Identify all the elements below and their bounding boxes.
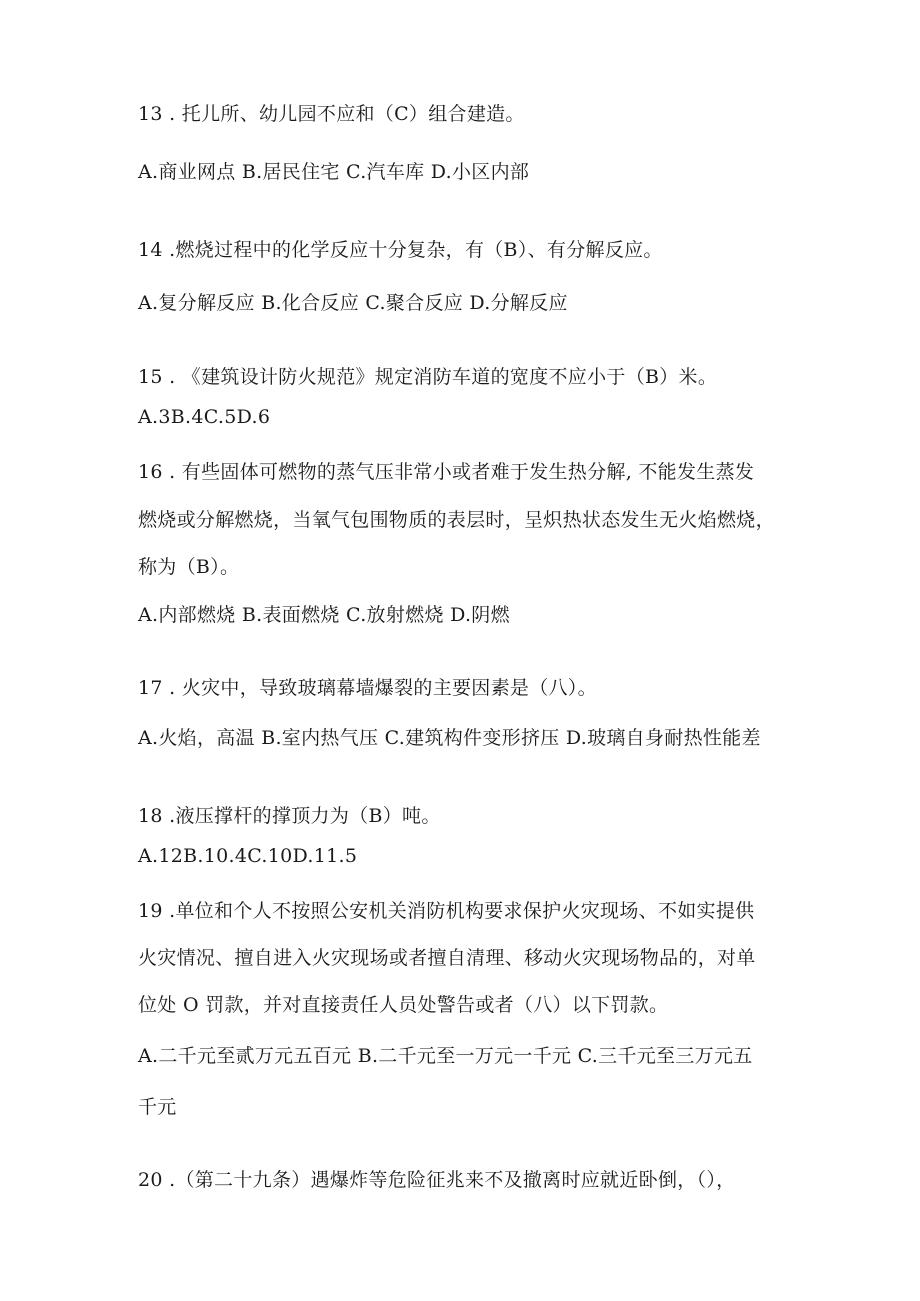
question-20-text: 20 .（第二十九条）遇爆炸等危险征兆来不及撤离时应就近卧倒，（）， <box>138 1169 736 1191</box>
question-15-options: A.3B.4C.5D.6 <box>138 406 271 428</box>
question-14-text: 14 .燃烧过程中的化学反应十分复杂，有（B）、有分解反应。 <box>138 239 663 261</box>
question-14-options: A.复分解反应 B.化合反应 C.聚合反应 D.分解反应 <box>138 292 568 314</box>
question-19-options-line-1: A.二千元至贰万元五百元 B.二千元至一万元一千元 C.三千元至三万元五 <box>138 1045 753 1067</box>
question-17-text: 17 . 火灾中，导致玻璃幕墙爆裂的主要因素是（八）。 <box>138 677 597 699</box>
question-17-options: A.火焰，高温 B.室内热气压 C.建筑构件变形挤压 D.玻璃自身耐热性能差 <box>138 727 761 749</box>
question-13-text: 13 . 托儿所、幼儿园不应和（C）组合建造。 <box>138 103 525 125</box>
question-18-options: A.12B.10.4C.10D.11.5 <box>138 845 358 867</box>
question-19-options-line-2: 千元 <box>138 1096 177 1118</box>
question-16-text-line-2: 燃烧或分解燃烧，当氧气包围物质的表层时，呈炽热状态发生无火焰燃烧， <box>138 509 775 531</box>
question-16-text-line-3: 称为（B）。 <box>138 556 240 578</box>
question-16-options: A.内部燃烧 B.表面燃烧 C.放射燃烧 D.阴燃 <box>138 604 510 626</box>
question-19-text-line-2: 火灾情况、擅自进入火灾现场或者擅自清理、移动火灾现场物品的，对单 <box>138 947 756 969</box>
question-15-text: 15 . 《建筑设计防火规范》规定消防车道的宽度不应小于（B）米。 <box>138 366 718 388</box>
question-19-text-line-1: 19 .单位和个人不按照公安机关消防机构要求保护火灾现场、不如实提供 <box>138 900 755 922</box>
question-13-options: A.商业网点 B.居民住宅 C.汽车库 D.小区内部 <box>138 161 530 183</box>
question-16-text-line-1: 16 . 有些固体可燃物的蒸气压非常小或者难于发生热分解, 不能发生蒸发 <box>138 461 755 483</box>
question-18-text: 18 .液压撑杆的撑顶力为（B）吨。 <box>138 805 441 827</box>
question-19-text-line-3: 位处 O 罚款，并对直接责任人员处警告或者（八）以下罚款。 <box>138 994 669 1016</box>
